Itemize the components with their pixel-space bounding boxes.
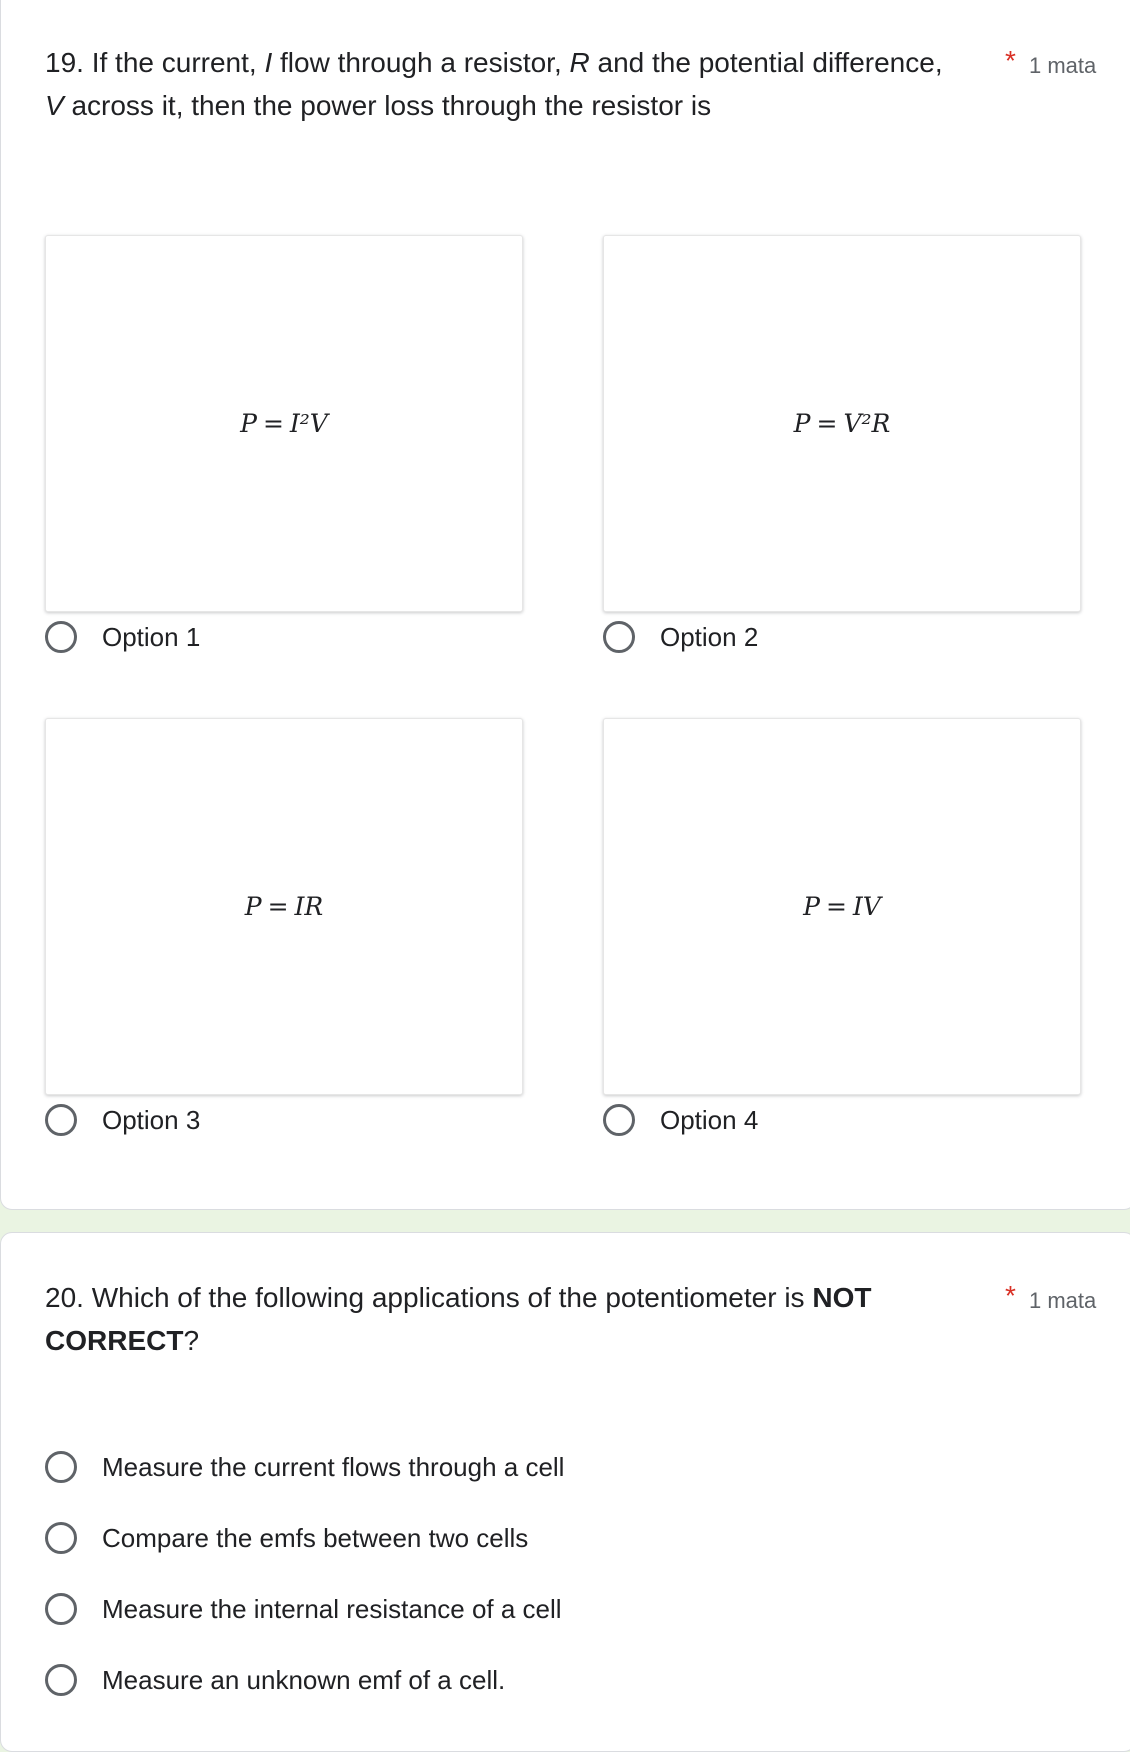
option-label: Measure the internal resistance of a cell [102, 1593, 562, 1624]
option-1-image [45, 235, 523, 612]
radio-circle[interactable] [45, 1104, 77, 1136]
option-label: Option 2 [660, 621, 759, 652]
points-label: 1 mata [1029, 1288, 1097, 1313]
option-label: Option 3 [102, 1104, 201, 1135]
formula-option-1: P = I²V [240, 409, 328, 438]
radio-option-compare-emfs[interactable] [45, 1522, 528, 1554]
question-20-card [0, 1232, 1130, 1752]
radio-circle[interactable] [45, 1451, 77, 1483]
option-label: Option 1 [102, 621, 201, 652]
option-4-image [603, 718, 1081, 1095]
radio-circle[interactable] [45, 621, 77, 653]
radio-option-1[interactable] [45, 621, 200, 653]
points-label: 1 mata [1029, 53, 1097, 78]
option-3-image [45, 718, 523, 1095]
required-asterisk: * [1005, 45, 1016, 76]
option-label: Measure an unknown emf of a cell. [102, 1664, 506, 1695]
option-label: Option 4 [660, 1104, 759, 1135]
radio-option-2[interactable] [603, 621, 758, 653]
question-20-title: 20. Which of the following applications of the potentiometer is NOT CORRECT? [45, 1282, 872, 1356]
radio-option-current[interactable] [45, 1451, 564, 1483]
radio-option-4[interactable] [603, 1104, 758, 1136]
formula-option-4: P = IV [803, 892, 881, 921]
question-19-title: 19. If the current, I flow through a resistor, R and the potential difference, V across it, then the power loss through the resistor is [45, 47, 943, 121]
radio-circle[interactable] [45, 1664, 77, 1696]
option-2-image [603, 235, 1081, 612]
radio-circle[interactable] [603, 1104, 635, 1136]
radio-circle[interactable] [45, 1593, 77, 1625]
radio-option-internal-resistance[interactable] [45, 1593, 562, 1625]
formula-option-2: P = V²R [793, 409, 891, 438]
radio-option-unknown-emf[interactable] [45, 1664, 505, 1696]
formula-option-3: P = IR [244, 892, 324, 921]
radio-circle[interactable] [603, 621, 635, 653]
option-label: Measure the current flows through a cell [102, 1451, 565, 1482]
radio-circle[interactable] [45, 1522, 77, 1554]
required-asterisk: * [1005, 1280, 1016, 1311]
option-label: Compare the emfs between two cells [102, 1522, 529, 1553]
radio-option-3[interactable] [45, 1104, 200, 1136]
